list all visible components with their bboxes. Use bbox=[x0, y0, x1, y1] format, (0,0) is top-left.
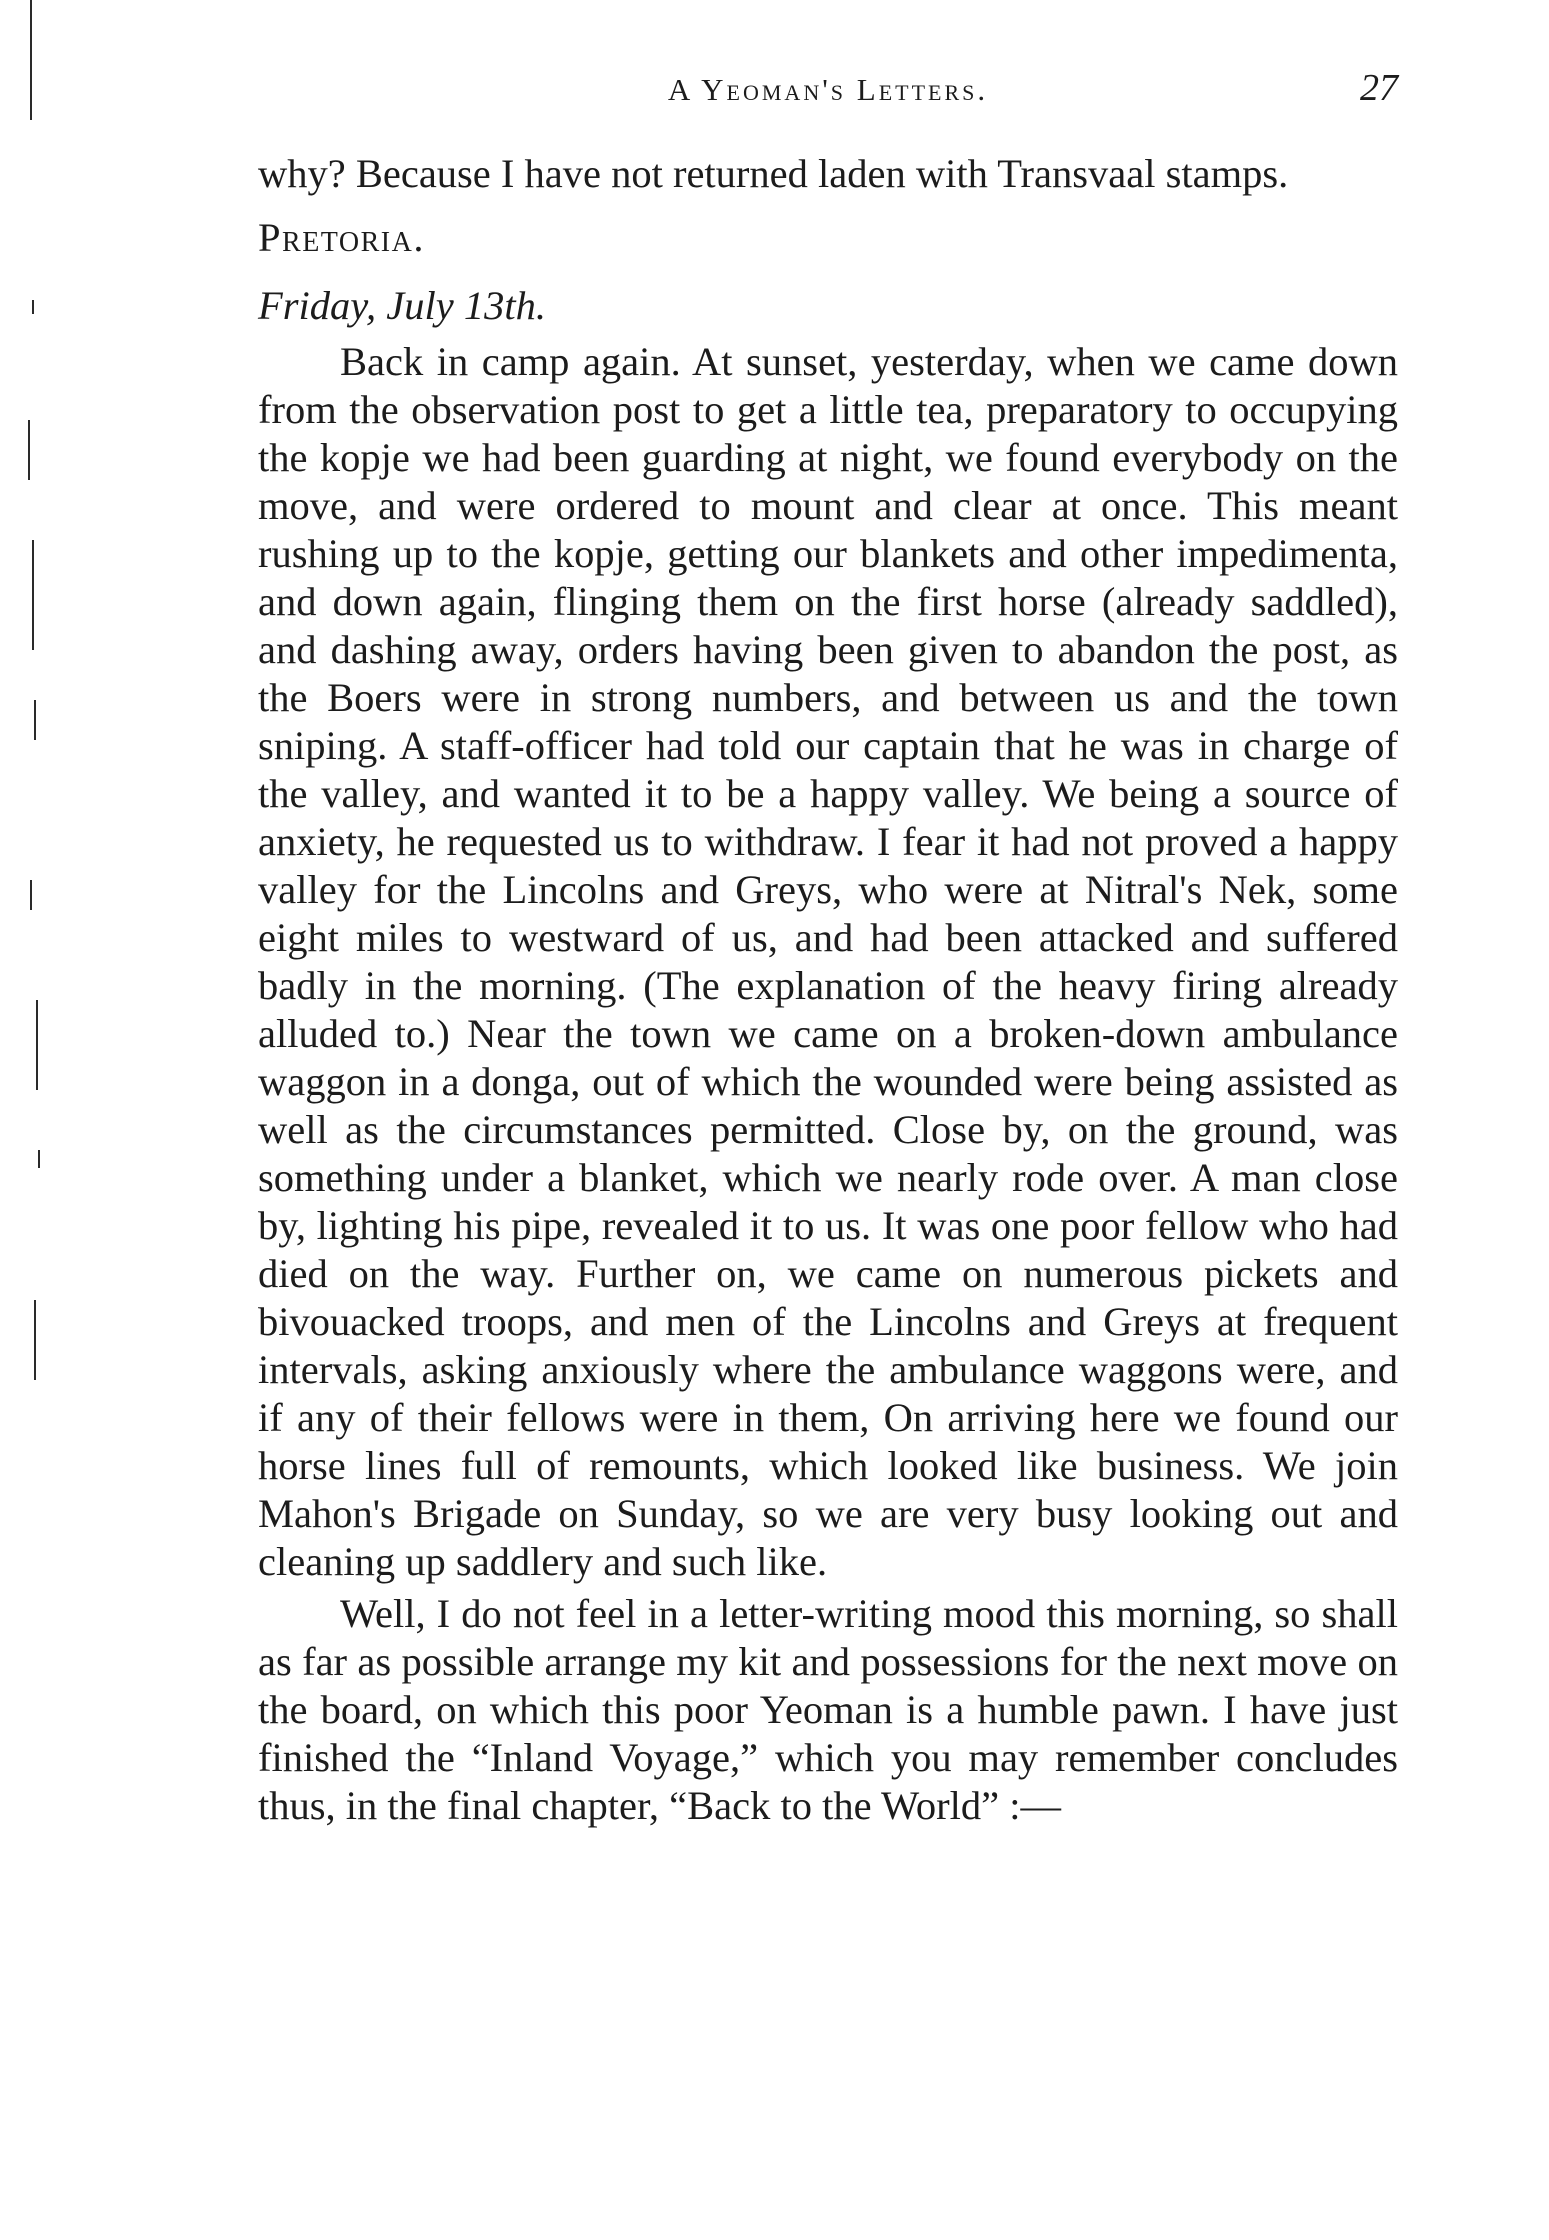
running-head bbox=[258, 66, 1398, 126]
gutter-speckle bbox=[10, 0, 50, 1500]
dateline-date: Friday, July 13th. bbox=[258, 283, 546, 328]
opening-lines: why? Because I have not returned laden with Transvaal stamps. bbox=[258, 151, 1289, 196]
dateline-place: Pretoria. bbox=[258, 215, 425, 260]
running-title: A Yeoman's Letters. bbox=[667, 72, 989, 107]
paragraph: Well, I do not feel in a letter-writing mood this morning, so shall as far as possible arrange my kit and possessions for the next move on the board, on which this poor Yeoman is a humble pawn. I have just finished the “Inland Voyage,” which you may remember concludes thus, in the final chapter, “Back to the World” :— bbox=[258, 1591, 1398, 1828]
text-block bbox=[258, 150, 1398, 1830]
paragraph: Back in camp again. At sunset, yesterday, when we came down from the observation post to get a little tea, preparatory to occupying the kopje we had been guarding at night, we found everybody on the move, and were ordered to mount and clear at once. This meant rushing up to the kopje, getting our blankets and other impedimenta, and down again, flinging them on the first horse (already saddled), and dashing away, orders having been given to abandon the post, as the Boers were in strong numbers, and between us and the town sniping. A staff-officer had told our captain that he was in charge of the valley, and wanted it to be a happy valley. We being a source of anxiety, he requested us to withdraw. I fear it had not proved a happy valley for the Lincolns and Greys, who were at Nitral's Nek, some eight miles to westward of us, and had been attacked and suffered badly in the morning. (The explanation of the heavy firing already alluded to.) Near the town we came on a broken-down ambulance waggon in a donga, out of which the wounded were being assisted as well as the circumstances permitted. Close by, on the ground, was something under a blanket, which we nearly rode over. A man close by, lighting his pipe, revealed it to us. It was one poor fellow who had died on the way. Further on, we came on numerous pickets and bivouacked troops, and men of the Lincolns and Greys at frequent intervals, asking anxiously where the ambulance waggons were, and if any of their fellows were in them, On arriving here we found our horse lines full of remounts, which looked like business. We join Mahon's Brigade on Sunday, so we are very busy looking out and cleaning up saddlery and such like. bbox=[258, 339, 1398, 1584]
page-number: 27 bbox=[1360, 67, 1398, 109]
